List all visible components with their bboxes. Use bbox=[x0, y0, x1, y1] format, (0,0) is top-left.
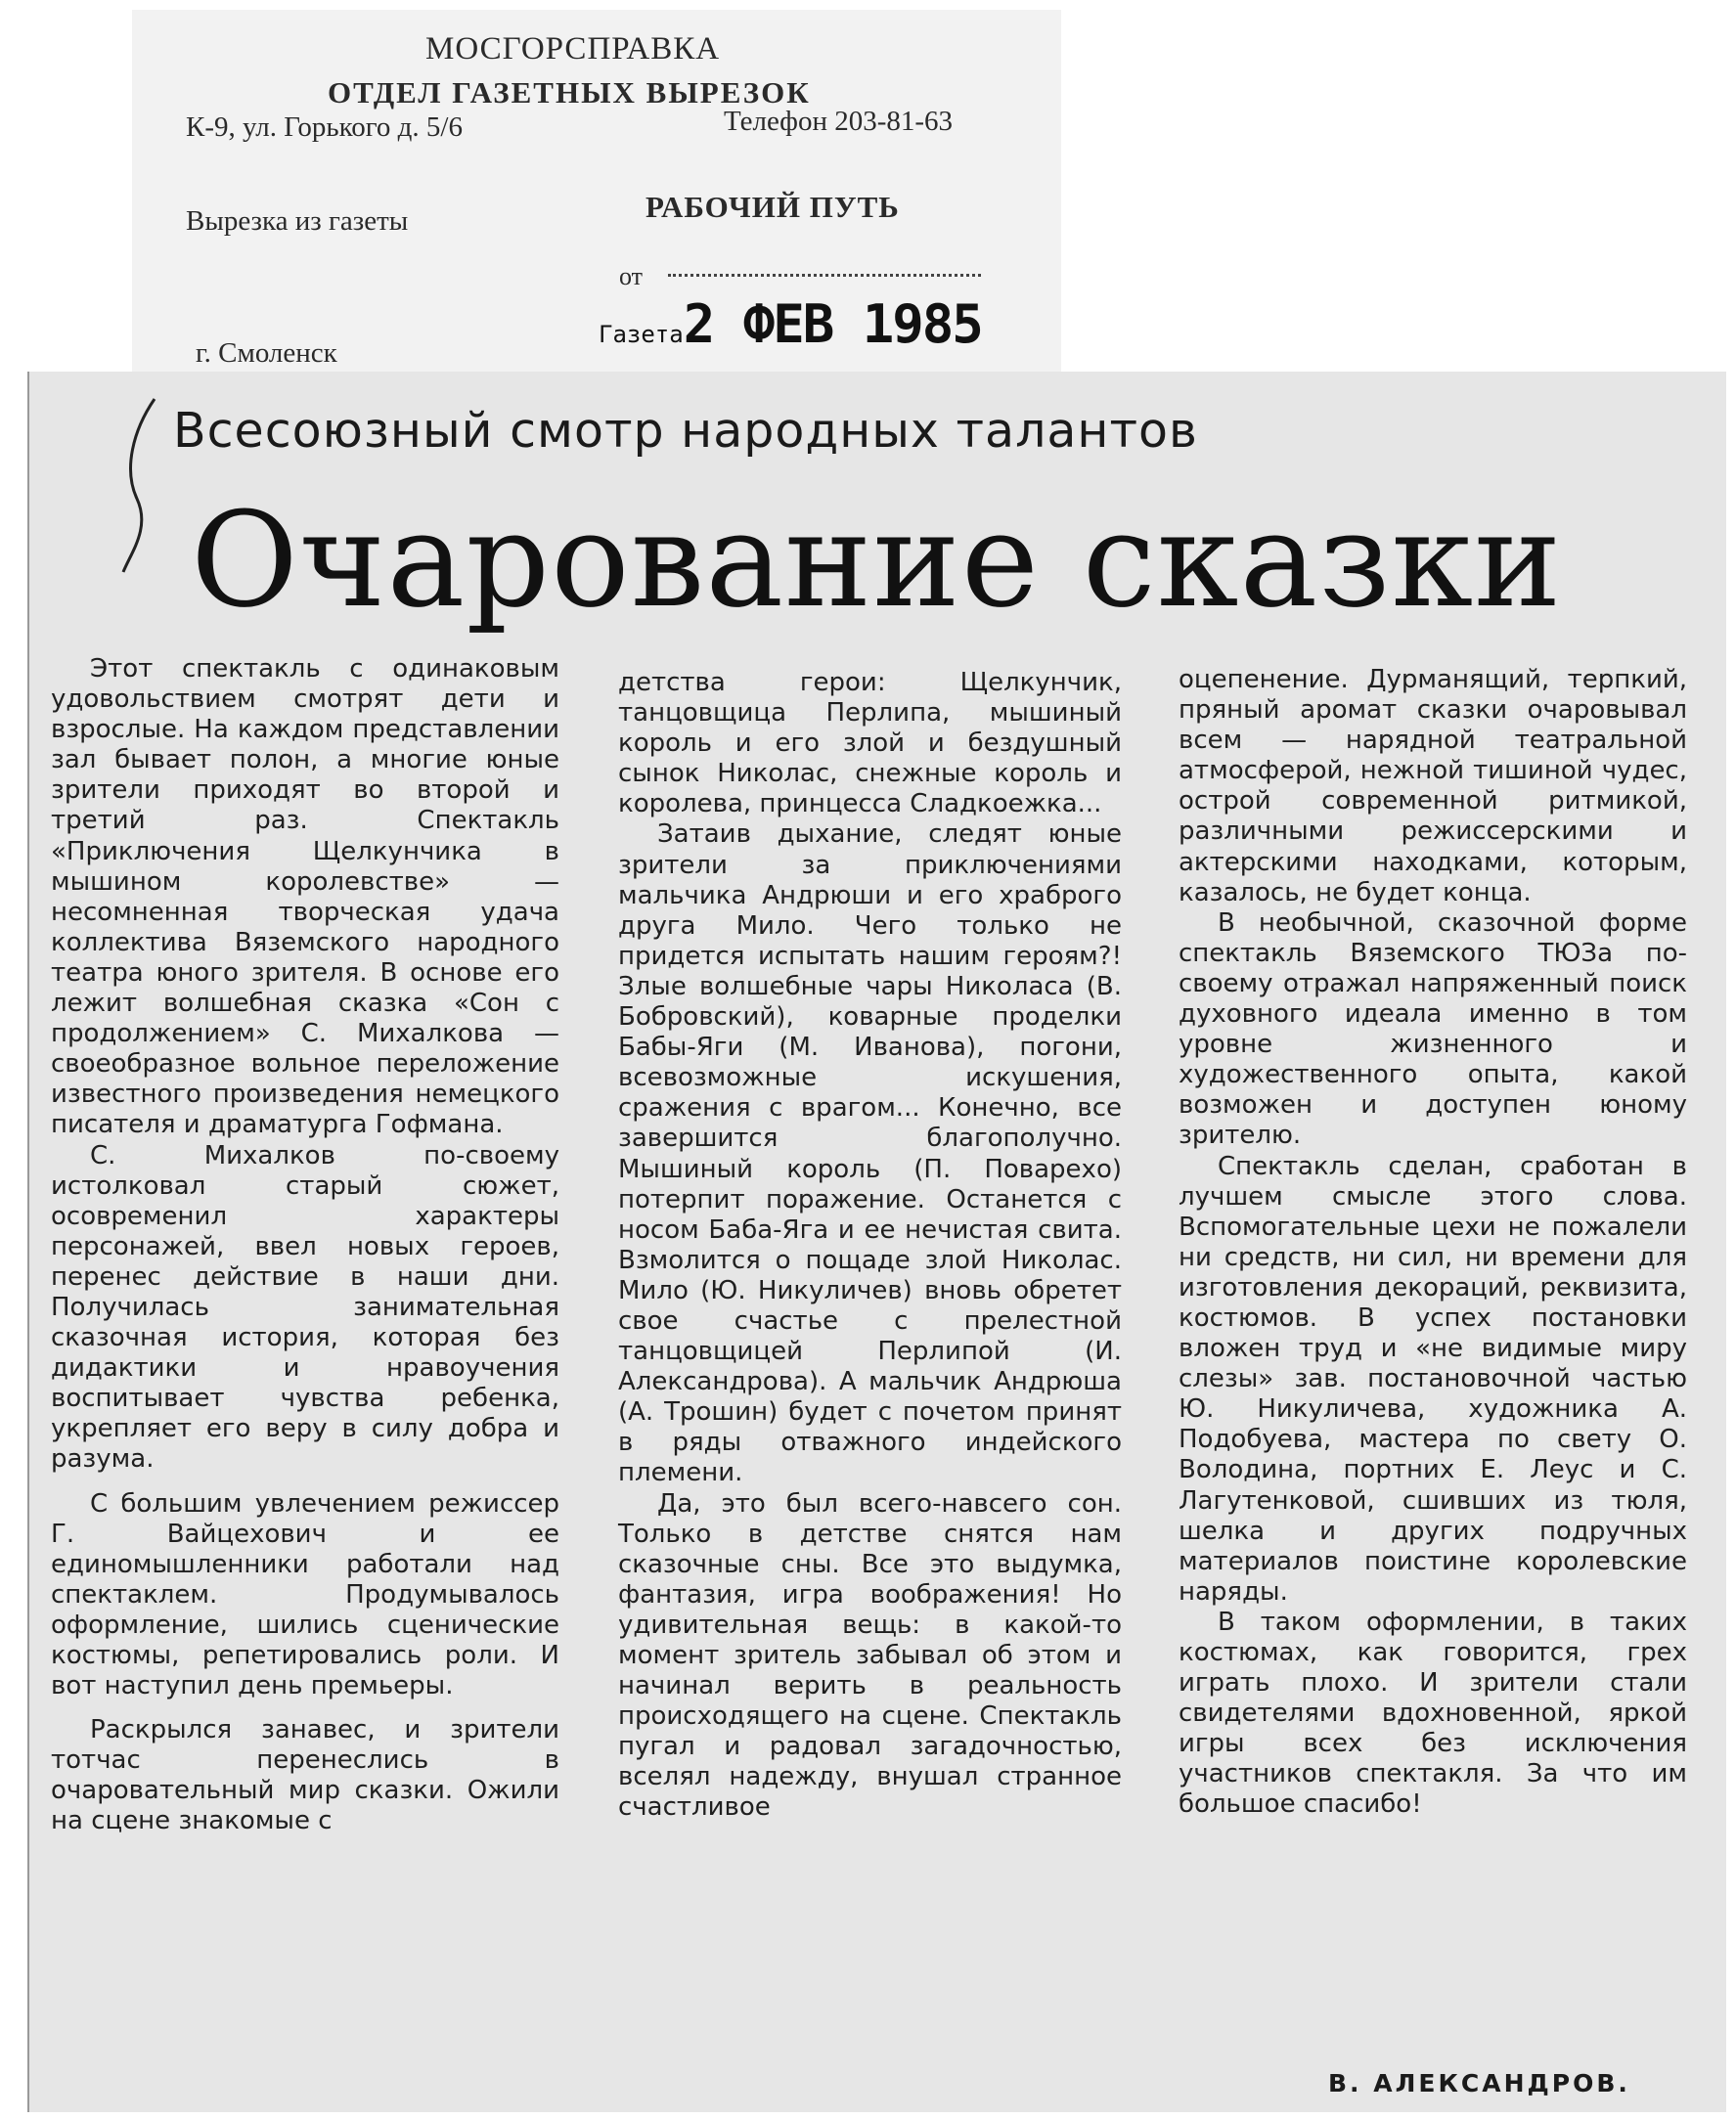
paragraph: В таком оформлении, в таких костюмах, как говорится, грех играть плохо. И зрители стали свидетелями вдохновенной, яркой игры всех без исключения участников спектакля. За что им большое спасибо! bbox=[1179, 1607, 1687, 1820]
date-dotted-line bbox=[668, 274, 981, 277]
date-stamp bbox=[599, 293, 982, 355]
paragraph: оцепенение. Дурманящий, терпкий, пряный аромат сказки очаровывал всем — нарядной театральной атмосферой, нежной тишиной чудес, острой современной ритмикой, различными режиссерскими и актерскими находками, которым, казалось, не будет конца. bbox=[1179, 665, 1687, 907]
newspaper-name: РАБОЧИЙ ПУТЬ bbox=[645, 190, 900, 224]
agency-name: МОСГОРСПРАВКА bbox=[425, 31, 721, 66]
article-column-2 bbox=[618, 668, 1122, 1824]
decorative-swash bbox=[115, 391, 174, 577]
stamp-prefix: Газета bbox=[599, 321, 684, 348]
author-signature: В. АЛЕКСАНДРОВ. bbox=[1328, 2069, 1630, 2097]
from-label: от bbox=[619, 262, 644, 290]
paragraph: Затаив дыхание, следят юные зрители за приключениями мальчика Андрюши и его храброго друга Мило. Чего только не придется испытать нашим героям?! Злые волшебные чары Николаса (В. Бобровский), коварные проделки Бабы-Яги (М. Иванова), погони, всевозможные искушения, сражения с врагом... Конечно, все завершится благополучно. Мышиный король (П. Поварехо) потерпит поражение. Останется с носом Баба-Яга и ее нечистая свита. Взмолится о пощаде злой Николас. Мило (Ю. Никуличев) вновь обретет свое счастье с прелестной танцовщицей Перлипой (И. Александрова). А мальчик Андрюша (А. Трошин) будет с почетом принят в ряды отважного индейского племени. bbox=[618, 819, 1122, 1488]
paragraph: Да, это был всего-навсего сон. Только в детстве снятся нам сказочные сны. Все это выдумка, фантазия, игра воображения! Но удивительная вещь: в какой-то момент зритель забывал об этом и начинал верить в реальность происходящего на сцене. Спектакль пугал и радовал загадочностью, вселял надежду, внушал странное счастливое bbox=[618, 1488, 1122, 1823]
paragraph: С. Михалков по-своему истолковал старый сюжет, осовременил характеры персонажей, ввел новых героев, перенес действие в наши дни. Получилась занимательная сказочная история, которая без дидактики и нравоучения воспитывает чувства ребенка, укрепляет его веру в силу добра и разума. bbox=[51, 1140, 559, 1475]
paragraph: С большим увлечением режиссер Г. Вайцехович и ее единомышленники работали над спектаклем. Продумывалось оформление, шились сценические костюмы, репетировались роли. И вот наступил день премьеры. bbox=[51, 1488, 559, 1701]
clipping-label: Вырезка из газеты bbox=[186, 205, 409, 237]
paragraph: В необычной, сказочной форме спектакль Вяземского ТЮЗа по-своему отражал напряженный поиск духовного идеала именно в том уровне жизненного и художественного опыта, какой возможен и доступен юному зрителю. bbox=[1179, 907, 1687, 1151]
stamp-date: 2 ФЕВ 1985 bbox=[683, 293, 982, 355]
article-column-3 bbox=[1179, 665, 1687, 1821]
department-name: ОТДЕЛ ГАЗЕТНЫХ ВЫРЕЗОК bbox=[328, 75, 811, 110]
paragraph: Этот спектакль с одинаковым удовольствием смотрят дети и взрослые. На каждом представлении зал бывает полон, а многие юные зрители приходят во второй и третий раз. Спектакль «Приключения Щелкунчика в мышином королевстве» — несомненная творческая удача коллектива Вяземского народного театра юного зрителя. В основе его лежит волшебная сказка «Сон с продолжением» С. Михалкова — своеобразное вольное переложение известного произведения немецкого писателя и драматурга Гофмана. bbox=[51, 654, 559, 1140]
article-kicker: Всесоюзный смотр народных талантов bbox=[173, 403, 1198, 459]
paragraph: Раскрылся занавес, и зрители тотчас перенеслись в очаровательный мир сказки. Ожили на сцене знакомые с bbox=[51, 1715, 559, 1836]
article-headline: Очарование сказки bbox=[191, 484, 1563, 637]
paragraph: детства герои: Щелкунчик, танцовщица Перлипа, мышиный король и его злой и бездушный сынок Николас, снежные король и королева, принцесса Сладкоежка... bbox=[618, 668, 1122, 819]
phone: Телефон 203-81-63 bbox=[724, 106, 954, 137]
address: К-9, ул. Горького д. 5/6 bbox=[186, 111, 463, 143]
city: г. Смоленск bbox=[196, 337, 337, 369]
article-column-1 bbox=[51, 654, 559, 1837]
paragraph: Спектакль сделан, сработан в лучшем смысле этого слова. Вспомогательные цехи не пожалели ни средств, ни сил, ни времени для изготовления декораций, реквизита, костюмов. В успех постановки вложен труд и «не видимые миру слезы» зав. постановочной частью Ю. Никуличева, художника А. Подобуева, мастера по свету О. Володина, портних Е. Леус и С. Лагутенковой, сшивших из тюля, шелка и других подручных материалов поистине королевские наряды. bbox=[1179, 1151, 1687, 1607]
